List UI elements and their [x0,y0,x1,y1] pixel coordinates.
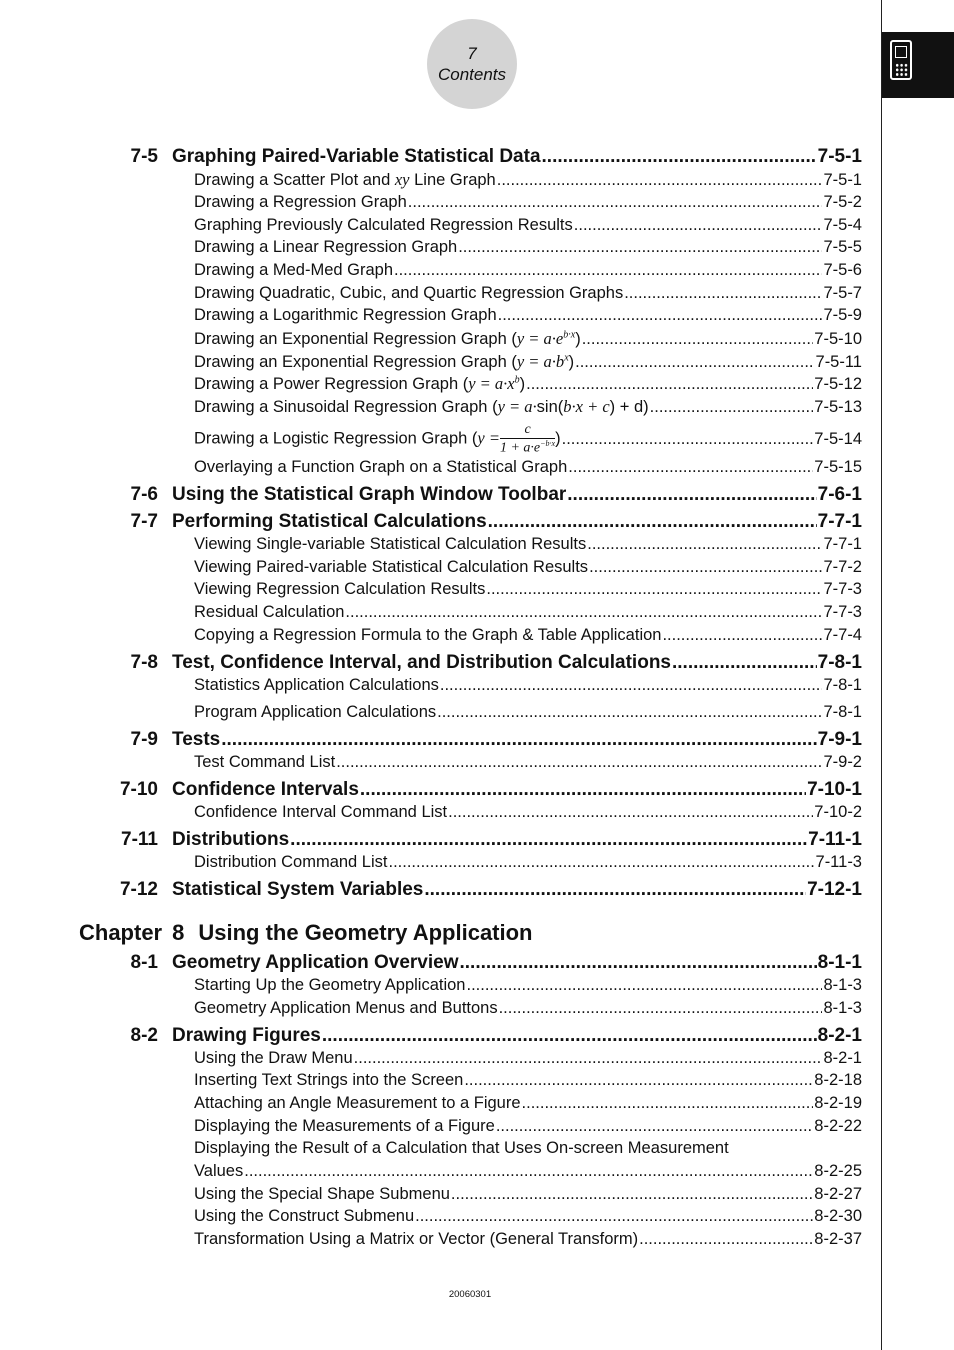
section-page: 7-8-1 [817,652,862,673]
entry-title: Residual Calculation [194,603,345,621]
entry-title: Graphing Previously Calculated Regression Results [194,216,573,234]
section-page: 8-2-1 [817,1025,862,1046]
leader-dots [582,330,814,349]
leader-dots [639,1230,813,1249]
leader-dots [415,1207,813,1226]
entry-page: 7-5-9 [823,306,862,324]
math-superscript: b·x [563,329,576,341]
leader-dots [575,353,814,372]
entry-page: 7-7-3 [823,603,862,621]
toc-entry[interactable] [194,193,862,212]
math-expression: y = [477,428,500,448]
entry-title: Drawing a Logistic Regression Graph (y = $\frac{c}{1 + a\cdot e^{-b\cdot x}}$ ) [194,422,561,456]
toc-entry[interactable] [194,558,862,577]
entry-title: Viewing Single-variable Statistical Calculation Results [194,535,587,553]
entry-page: 7-5-14 [814,429,862,448]
leader-dots [464,1071,813,1090]
entry-title: Displaying the Measurements of a Figure [194,1117,495,1135]
entry-page: 8-2-37 [814,1230,862,1248]
entry-page: 7-11-3 [815,853,862,871]
entry-title: Test Command List [194,753,336,771]
toc-entry[interactable] [194,753,862,772]
toc-entry[interactable] [194,170,862,190]
fraction-denominator: $1 + a\cdot e^{-b\cdot x}$ [499,439,556,456]
math-expression: y = a·e [516,329,564,348]
toc-section-7-6[interactable] [130,484,862,506]
section-number: 7-5 [130,146,158,167]
section-number: 7-9 [130,729,158,750]
entry-page: 7-8-1 [823,703,862,721]
entry-page: 7-5-2 [823,193,862,211]
chapter-badge [427,19,517,109]
section-title: Graphing Paired-Variable Statistical Data [172,146,541,167]
toc-entry[interactable] [194,238,862,257]
toc-section-8-2[interactable] [130,1025,862,1047]
leader-dots [437,703,822,722]
section-number: 7-12 [119,879,158,900]
entry-title: Using the Construct Submenu [194,1207,415,1225]
math-expression: xy [394,170,410,189]
entry-title: Drawing a Regression Graph [194,193,407,211]
entry-page: 7-5-6 [823,261,862,279]
toc-entry[interactable] [194,580,862,599]
toc-entry[interactable] [194,1230,862,1249]
entry-page: 8-2-19 [814,1094,862,1112]
toc-entry[interactable] [194,352,862,372]
math-expression: b·x + c [563,397,610,416]
chapter-tab [882,32,954,98]
toc-section-7-8[interactable] [130,652,862,674]
entry-title: Drawing a Power Regression Graph $(y = a\cdot x^b)$ [194,374,526,393]
entry-page: 7-7-2 [823,558,862,576]
entry-page: 7-5-5 [823,238,862,256]
section-page: 7-9-1 [817,729,862,750]
leader-dots [360,779,806,801]
leader-dots [290,829,807,851]
leader-dots [587,535,822,554]
toc-entry[interactable] [194,1185,862,1204]
leader-dots [322,1025,817,1047]
entry-page: 8-2-30 [814,1207,862,1225]
entry-title: Drawing a Linear Regression Graph [194,238,458,256]
leader-dots [624,284,822,303]
leader-dots [244,1162,813,1181]
entry-title: Transformation Using a Matrix or Vector (General Transform) [194,1230,639,1248]
toc-entry[interactable] [194,1094,862,1113]
leader-dots [567,484,816,506]
entry-title: Drawing an Exponential Regression Graph $(y = a\cdot e^{b\cdot x})$ [194,329,581,348]
section-title: Performing Statistical Calculations [172,511,487,532]
entry-page: 8-2-22 [814,1117,862,1135]
section-title: Distributions [172,829,290,850]
leader-dots [568,458,813,477]
entry-title: Overlaying a Function Graph on a Statistical Graph [194,458,568,476]
section-number: 8-1 [130,952,158,973]
leader-dots [498,306,823,325]
section-page: 7-5-1 [817,146,862,167]
leader-dots [466,976,822,995]
entry-page: 7-9-2 [823,753,862,771]
footer-code: 20060301 [448,1289,492,1300]
leader-dots [394,261,822,280]
section-number: 7-11 [121,829,158,850]
entry-page: 8-2-27 [814,1185,862,1203]
toc-entry[interactable] [194,976,862,995]
section-title: Geometry Application Overview [172,952,459,973]
section-page: 7-11-1 [808,829,862,850]
section-title: Drawing Figures [172,1025,321,1046]
leader-dots [526,375,813,394]
toc-entry[interactable] [194,261,862,280]
section-page: 7-7-1 [817,511,862,532]
leader-dots [221,729,816,751]
chapter-title: Using the Geometry Application [198,920,533,945]
entry-title: Drawing a Sinusoidal Regression Graph (y = a·sin(b·x + c) + d) [194,397,649,416]
leader-dots [345,603,822,622]
toc-entry[interactable] [194,423,862,456]
section-page: 7-12-1 [807,879,862,900]
badge-label: Contents [437,65,507,84]
entry-title: Using the Special Shape Submenu [194,1185,450,1203]
entry-title-continued: Values [194,1162,244,1180]
chapter-heading [79,920,533,946]
section-title: Using the Statistical Graph Window Toolbar [172,484,567,505]
entry-page: 8-2-1 [823,1049,862,1067]
leader-dots [408,193,823,212]
section-number: 7-7 [130,511,158,532]
toc-section-7-7[interactable] [130,511,862,533]
entry-title: Attaching an Angle Measurement to a Figure [194,1094,521,1112]
entry-page: 7-5-11 [815,353,862,371]
entry-page: 7-7-4 [823,626,862,644]
toc-entry[interactable] [194,535,862,554]
entry-title: Geometry Application Menus and Buttons [194,999,498,1017]
toc-section-8-1[interactable] [130,952,862,974]
section-page: 7-10-1 [807,779,862,800]
leader-dots [589,558,822,577]
math-superscript: x [564,352,569,364]
section-page: 8-1-1 [817,952,862,973]
entry-title: Drawing a Logarithmic Regression Graph [194,306,497,324]
chapter-number: 8 [172,920,185,945]
badge-chapter-number: 7 [467,44,477,63]
entry-page: 7-5-10 [814,330,862,348]
entry-page: 7-5-15 [814,458,862,476]
toc-entry[interactable] [194,626,862,645]
toc-entry[interactable] [194,306,862,325]
entry-title: Drawing a Med-Med Graph [194,261,393,279]
section-number: 7-6 [130,484,158,505]
toc-entry[interactable] [194,374,862,394]
math-expression: y = a·b [516,352,565,371]
toc-entry-continued[interactable] [194,1162,862,1181]
leader-dots [354,1049,823,1068]
leader-dots [497,171,823,190]
entry-title: Viewing Regression Calculation Results [194,580,486,598]
entry-title: Drawing Quadratic, Cubic, and Quartic Regression Graphs [194,284,624,302]
toc-entry[interactable] [194,1071,862,1090]
toc-section-7-12[interactable] [119,879,862,901]
calculator-icon [890,40,912,80]
section-page: 7-6-1 [817,484,862,505]
fraction-superscript: −b·x [540,439,556,448]
leader-dots [672,652,817,674]
section-number: 8-2 [130,1025,158,1046]
entry-page: 7-5-12 [814,375,862,393]
leader-dots [448,803,813,822]
toc-entry[interactable] [194,853,862,872]
toc-entry[interactable] [194,284,862,303]
toc-entry[interactable] [194,1207,862,1226]
leader-dots [458,238,822,257]
entry-page: 7-7-1 [823,535,862,553]
toc-entry[interactable] [194,216,862,235]
leader-dots [542,146,817,168]
entry-title: Using the Draw Menu [194,1049,353,1067]
entry-page: 8-2-18 [814,1071,862,1089]
entry-title: Drawing an Exponential Regression Graph $(y = a\cdot b^x)$ [194,352,575,371]
section-title: Statistical System Variables [172,879,424,900]
leader-dots [440,676,823,695]
leader-dots [451,1185,813,1204]
toc-section-7-5[interactable] [130,146,862,168]
entry-page: 7-10-2 [814,803,862,821]
entry-page: 7-8-1 [823,676,862,694]
leader-dots [662,626,822,645]
toc-section-7-11[interactable] [121,829,862,851]
toc-entry[interactable] [194,397,862,417]
leader-dots [389,853,815,872]
leader-dots [562,430,814,449]
section-number: 7-8 [130,652,158,673]
toc-section-7-9[interactable] [130,729,862,751]
toc-entry[interactable] [194,676,862,695]
toc-entry[interactable] [194,999,862,1018]
section-title: Confidence Intervals [172,779,359,800]
entry-title: Drawing a Scatter Plot and xy Line Graph [194,170,496,189]
leader-dots [336,753,822,772]
leader-dots [496,1117,813,1136]
section-number: 7-10 [119,779,158,800]
toc-entry[interactable] [194,703,862,722]
section-title: Tests [172,729,221,750]
entry-title: Distribution Command List [194,853,388,871]
page-edge-rule [881,0,882,1350]
entry-title: Inserting Text Strings into the Screen [194,1071,464,1089]
leader-dots [460,952,817,974]
toc-entry[interactable] [194,603,862,622]
toc-entry[interactable] [194,803,862,822]
leader-dots [486,580,822,599]
math-expression: y = a·x [468,374,515,393]
entry-title: Confidence Interval Command List [194,803,448,821]
entry-title: Displaying the Result of a Calculation that Uses On-screen Measurement [194,1139,729,1157]
entry-title: Statistics Application Calculations [194,676,439,694]
leader-dots [522,1094,814,1113]
entry-page: 7-5-13 [814,398,862,416]
math-expression: y = a· [497,397,537,416]
entry-page: 8-2-25 [814,1162,862,1180]
math-superscript: b [514,374,520,386]
entry-page: 8-1-3 [823,999,862,1017]
toc-entry[interactable] [194,1117,862,1136]
entry-title: Viewing Paired-variable Statistical Calculation Results [194,558,589,576]
leader-dots [488,511,817,533]
toc-entry[interactable] [194,1049,862,1068]
entry-title: Starting Up the Geometry Application [194,976,466,994]
section-title: Test, Confidence Interval, and Distribution Calculations [172,652,671,673]
entry-page: 8-1-3 [823,976,862,994]
leader-dots [650,398,814,417]
entry-title: Program Application Calculations [194,703,437,721]
entry-page: 7-7-3 [823,580,862,598]
entry-page: 7-5-1 [823,171,862,189]
leader-dots [499,999,823,1018]
leader-dots [574,216,823,235]
toc-entry[interactable] [194,458,862,477]
chapter-word: Chapter [79,920,163,945]
toc-entry[interactable] [194,1139,862,1158]
toc-entry[interactable] [194,329,862,349]
toc-section-7-10[interactable] [119,779,862,801]
leader-dots [424,879,806,901]
math-fraction [500,423,555,456]
entry-page: 7-5-7 [823,284,862,302]
entry-page: 7-5-4 [823,216,862,234]
entry-title: Copying a Regression Formula to the Graph & Table Application [194,626,662,644]
fraction-numerator: c [524,422,531,437]
